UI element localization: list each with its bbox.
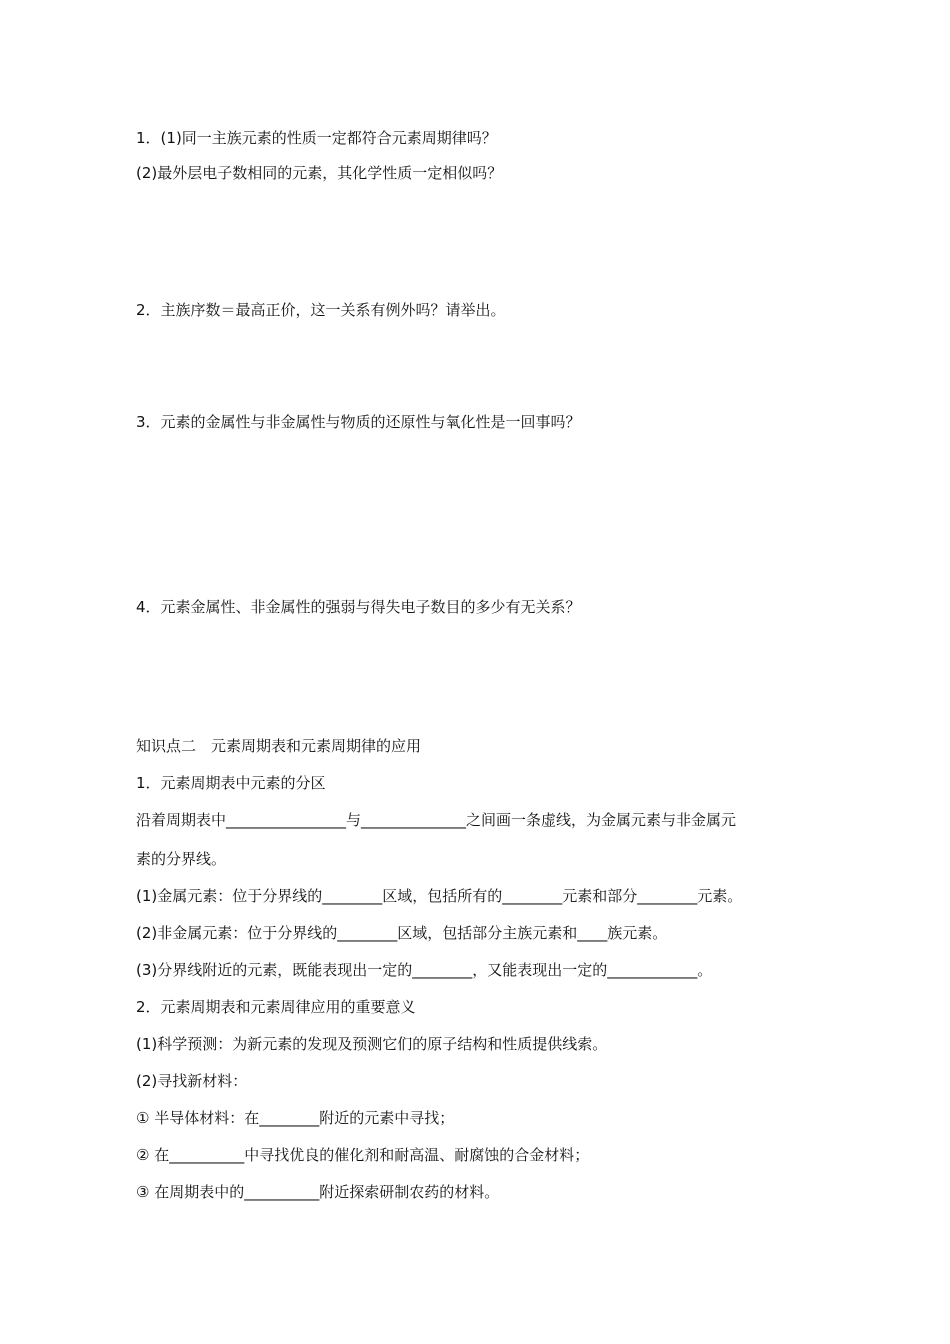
item-scientific-prediction: (1)科学预测：为新元素的发现及预测它们的原子结构和性质提供线索。 — [136, 1035, 608, 1053]
question-3: 3．元素的金属性与非金属性与物质的还原性与氧化性是一回事吗？ — [136, 413, 581, 431]
item-semiconductor: ① 半导体材料：在________附近的元素中寻找； — [136, 1109, 455, 1127]
item-new-materials: (2)寻找新材料： — [136, 1072, 248, 1090]
question-1-part-2: (2)最外层电子数相同的元素，其化学性质一定相似吗？ — [136, 164, 503, 182]
section-heading: 知识点二 元素周期表和元素周期律的应用 — [136, 737, 422, 755]
subheading-1: 1．元素周期表中元素的分区 — [136, 774, 326, 792]
question-4: 4．元素金属性、非金属性的强弱与得失电子数目的多少有无关系？ — [136, 598, 581, 616]
paragraph-dividing-line: 沿着周期表中________________与______________之间画一条虚线，为金属元素与非金属元 — [136, 811, 737, 829]
paragraph-dividing-line-cont: 素的分界线。 — [136, 850, 227, 868]
item-catalyst-alloy: ② 在__________中寻找优良的催化剂和耐高温、耐腐蚀的合金材料； — [136, 1146, 590, 1164]
subheading-2: 2．元素周期表和元素周律应用的重要意义 — [136, 998, 416, 1016]
item-boundary-elements: (3)分界线附近的元素，既能表现出一定的________，又能表现出一定的____________。 — [136, 961, 713, 979]
question-1-part-1: 1．(1)同一主族元素的性质一定都符合元素周期律吗？ — [136, 129, 497, 147]
item-nonmetal-elements: (2)非金属元素：位于分界线的________区域，包括部分主族元素和____族元素。 — [136, 924, 668, 942]
item-metal-elements: (1)金属元素：位于分界线的________区域，包括所有的________元素和部分________元素。 — [136, 887, 743, 905]
item-pesticide: ③ 在周期表中的__________附近探索研制农药的材料。 — [136, 1183, 500, 1201]
question-2: 2．主族序数＝最高正价，这一关系有例外吗？请举出。 — [136, 301, 506, 319]
